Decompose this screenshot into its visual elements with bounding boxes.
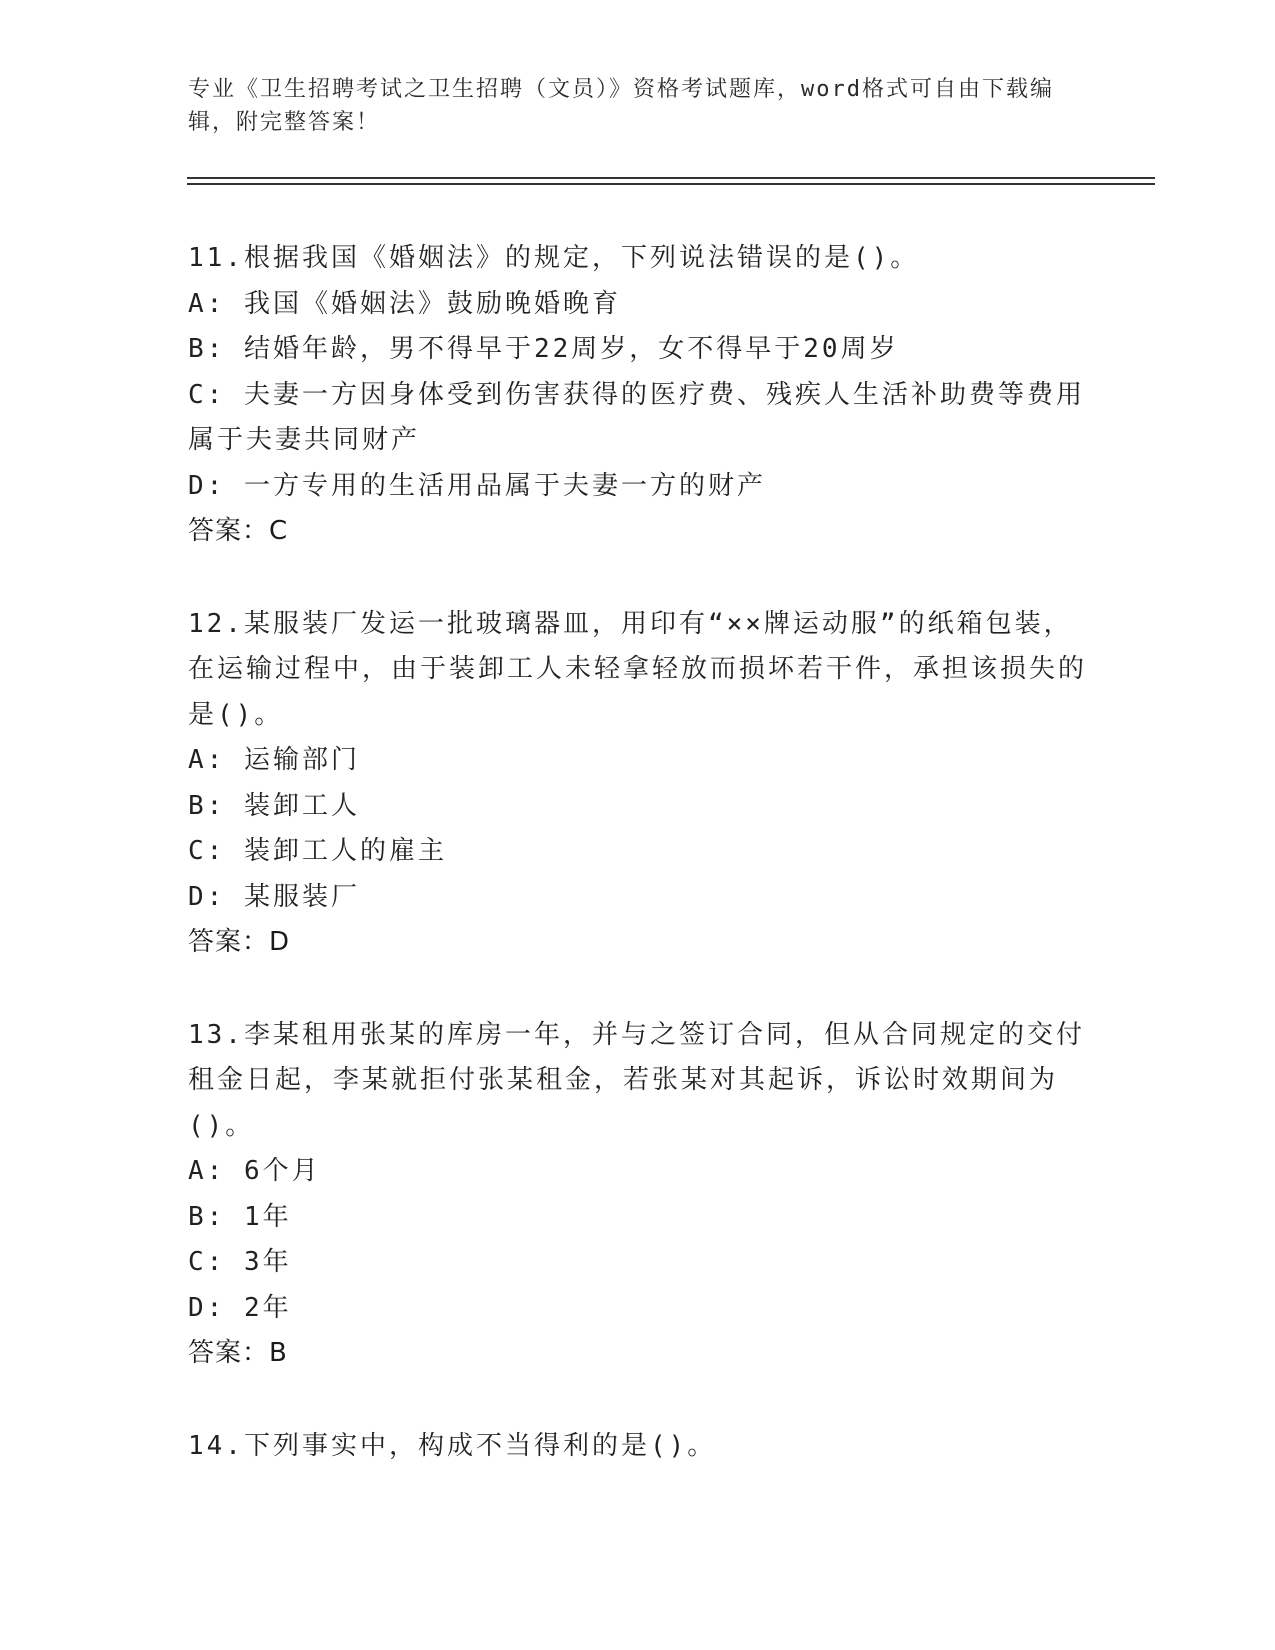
question-answer: 答案：B: [188, 1338, 288, 1368]
question-option-a: A: 我国《婚姻法》鼓励晚婚晚育: [188, 288, 621, 319]
question-option-b: B: 1年: [188, 1201, 292, 1232]
question-item: [188, 1424, 1088, 1470]
question-option-d: D: 2年: [188, 1292, 292, 1323]
question-option-a: A: 运输部门: [188, 745, 360, 775]
question-list: [188, 236, 1088, 1516]
question-item: [188, 602, 1088, 966]
question-option-b: B: 装卸工人: [188, 790, 360, 821]
question-option-d: D: 一方专用的生活用品属于夫妻一方的财产: [188, 470, 766, 501]
question-item: [188, 236, 1088, 555]
question-option-c: C: 装卸工人的雇主: [188, 836, 447, 866]
question-option-a: A: 6个月: [188, 1156, 321, 1186]
question-option-c: C: 夫妻一方因身体受到伤害获得的医疗费、残疾人生活补助费等费用属于夫妻共同财产: [188, 379, 1085, 455]
header-divider-top: [187, 177, 1155, 179]
question-option-d: D: 某服装厂: [188, 881, 360, 912]
question-answer: 答案：D: [188, 927, 291, 957]
question-item: [188, 1013, 1088, 1377]
question-option-b: B: 结婚年龄，男不得早于22周岁，女不得早于20周岁: [188, 334, 899, 364]
question-option-c: C: 3年: [188, 1247, 292, 1277]
question-stem: 12.某服装厂发运一批玻璃器皿，用印有“××牌运动服”的纸箱包装，在运输过程中，由于装卸工人未轻拿轻放而损坏若干件，承担该损失的是()。: [188, 608, 1088, 730]
header-divider-bottom: [187, 183, 1155, 185]
question-stem: 14.下列事实中，构成不当得利的是()。: [188, 1430, 717, 1461]
document-header: 专业《卫生招聘考试之卫生招聘（文员）》资格考试题库，word格式可自由下载编辑，附完整答案！: [188, 77, 1054, 135]
question-stem: 11.根据我国《婚姻法》的规定，下列说法错误的是()。: [188, 243, 920, 273]
question-answer: 答案：C: [188, 516, 289, 546]
question-stem: 13.李某租用张某的库房一年，并与之签订合同，但从合同规定的交付租金日起，李某就拒付张某租金，若张某对其起诉，诉讼时效期间为()。: [188, 1019, 1085, 1141]
